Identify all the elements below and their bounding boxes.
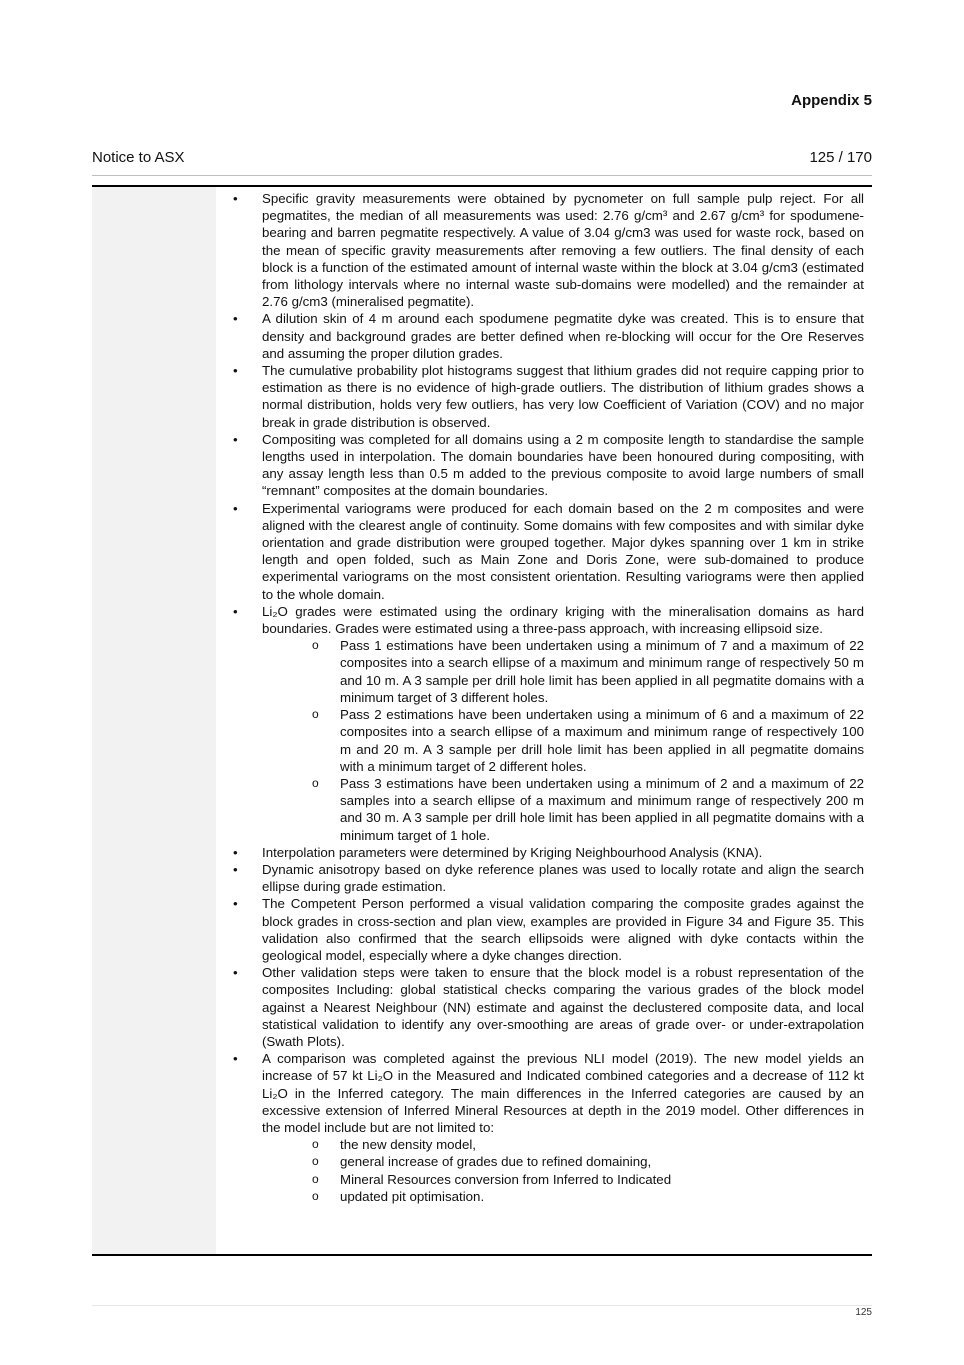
bullet-icon: • [233, 965, 238, 981]
sub-list-item [312, 1153, 864, 1170]
list-item [233, 844, 864, 861]
sub-bullet-icon: o [312, 1188, 319, 1203]
sub-list-item [312, 1136, 864, 1153]
bullet-icon: • [233, 1051, 238, 1067]
sub-list-item-text: Pass 2 estimations have been undertaken using a minimum of 6 and a maximum of 22 composites into a search ellipse of a maximum and minimum range of respectively 100 m and 20 m. A 3 sample per drill hole limit has been applied in all pegmatite domains with a minimum target of 2 different holes. [340, 707, 864, 774]
list-item-text: Dynamic anisotropy based on dyke reference planes was used to locally rotate and align the search ellipse during grade estimation. [262, 861, 864, 895]
list-item-text: Compositing was completed for all domains using a 2 m composite length to standardise the sample lengths used in interpolation. The domain boundaries have been honoured during compositing, with any assay length less than 0.5 m added to the previous composite to avoid large numbers of small “remnant” composites at the domain boundaries. [262, 431, 864, 499]
sub-list-item-text: Pass 1 estimations have been undertaken using a minimum of 7 and a maximum of 22 composites into a search ellipse of a maximum and minimum range of respectively 50 m and 10 m. A 3 sample per drill hole limit has been applied in all pegmatite domains with a minimum target of 3 different holes. [340, 638, 864, 705]
sub-bullet-icon: o [312, 638, 319, 653]
sub-list-item-text: Pass 3 estimations have been undertaken using a minimum of 2 and a maximum of 22 samples into a search ellipse of a maximum and minimum range of respectively 200 m and 30 m. A 3 sample per drill hole limit has been applied in all pegmatite domains with a minimum target of 1 hole. [340, 775, 864, 843]
list-item [233, 861, 864, 895]
differences-sublist [262, 1136, 864, 1205]
sub-list-item [312, 1188, 864, 1205]
sub-bullet-icon: o [312, 1154, 319, 1169]
list-item-text: Experimental variograms were produced for each domain based on the 2 m composites and were aligned with the clearest angle of continuity. Some domains with few composites and with similar dyke orientation and grade distribution were grouped together. Major dykes spanning over 1 km in strike length and open folded, such as Main Zone and Doris Zone, were sub-domained to produce experimental variograms on the most consistent orientation. Resulting variograms were then applied to the whole domain. [262, 500, 864, 602]
bullet-icon: • [233, 500, 238, 516]
sub-bullet-icon: o [312, 775, 319, 790]
list-item [233, 431, 864, 500]
sub-bullet-icon: o [312, 707, 319, 722]
sub-list-item-text: the new density model, [340, 1137, 477, 1153]
sub-list-item [312, 775, 864, 844]
bullet-icon: • [233, 363, 238, 379]
bullet-icon: • [233, 861, 238, 877]
list-item [233, 964, 864, 1050]
bullet-icon: • [233, 896, 238, 912]
document-title: Notice to ASX [92, 149, 185, 166]
sub-list-item [312, 706, 864, 775]
pass-sublist [262, 637, 864, 843]
sub-list-item [312, 1171, 864, 1188]
list-item [233, 1050, 864, 1205]
bullet-icon: • [233, 311, 238, 327]
list-item [233, 895, 864, 964]
bullet-icon: • [233, 603, 238, 619]
list-item-text: A comparison was completed against the previous NLI model (2019). The new model yields an increase of 57 kt Li₂O in the Measured and Indicated combined categories and a decrease of 112 kt Li₂O in the Inferred category. The main differences in the Inferred categories are caused by an excessive extension of Inferred Mineral Resources at depth in the 2019 model. Other differences in the model include but are not limited to: [262, 1051, 864, 1135]
list-item-text: The Competent Person performed a visual validation comparing the composite grades against the block grades in cross-section and plan view, examples are provided in Figure 34 and Figure 35. This validation also confirmed that the search ellipsoids were aligned with dyke contacts within the geological model, especially where a dyke changes direction. [262, 896, 864, 963]
bullet-icon: • [233, 844, 238, 860]
list-item-text: The cumulative probability plot histograms suggest that lithium grades did not require capping prior to estimation as there is no evidence of high-grade outliers. The distribution of lithium grades shows a normal distribution, holds very few outliers, has very low Coefficient of Variation (COV) and no major break in grade distribution is observed. [262, 363, 864, 430]
footer-divider [92, 1305, 872, 1306]
sub-list-item [312, 637, 864, 706]
sub-list-item-text: general increase of grades due to refined domaining, [340, 1154, 652, 1170]
list-item [233, 190, 864, 310]
list-item [233, 500, 864, 603]
list-item [233, 362, 864, 431]
sub-list-item-text: Mineral Resources conversion from Inferred to Indicated [340, 1171, 672, 1187]
page-number: 125 [855, 1307, 872, 1318]
sub-bullet-icon: o [312, 1137, 319, 1152]
page-counter: 125 / 170 [809, 149, 872, 166]
table-content-cell [233, 190, 864, 1205]
list-item-text: Specific gravity measurements were obtained by pycnometer on full sample pulp reject. For all pegmatites, the median of all measurements was used: 2.76 g/cm³ and 2.67 g/cm³ for spodumene-bearing and barren pegmatite respectively. A value of 3.04 g/cm3 was used for waste rock, based on the mean of specific gravity measurements after removing a few outliers. The final density of each block is a function of the estimated amount of internal waste within the block at 3.04 g/cm3 (estimated from lithology intervals where no internal waste sub-domains were modelled) and the remainder at 2.76 g/cm3 (mineralised pegmatite). [262, 191, 864, 310]
content-table [92, 185, 872, 1256]
list-item [233, 310, 864, 362]
appendix-label: Appendix 5 [791, 92, 872, 109]
bullet-icon: • [233, 191, 238, 206]
list-item-text: Li₂O grades were estimated using the ordinary kriging with the mineralisation domains as hard boundaries. Grades were estimated using a three-pass approach, with increasing ellipsoid size. [262, 603, 864, 637]
list-item-text: Other validation steps were taken to ensure that the block model is a robust representation of the composites Including: global statistical checks comparing the various grades of the block model against a Nearest Neighbour (NN) estimate and against the declustered composite data, and local statistical validation to identify any over-smoothing are areas of grade over- or under-extrapolation (Swath Plots). [262, 965, 864, 1049]
list-item-text: Interpolation parameters were determined by Kriging Neighbourhood Analysis (KNA). [262, 844, 763, 860]
sub-list-item-text: updated pit optimisation. [340, 1188, 485, 1204]
list-item [233, 603, 864, 844]
bullet-icon: • [233, 431, 238, 447]
sub-bullet-icon: o [312, 1171, 319, 1186]
header-divider [92, 175, 872, 176]
table-label-column [92, 187, 216, 1254]
list-item-text: A dilution skin of 4 m around each spodumene pegmatite dyke was created. This is to ensure that density and background grades are better defined when re-blocking will occur for the Ore Reserves and assuming the proper dilution grades. [262, 311, 864, 361]
bullet-list [233, 190, 864, 1205]
